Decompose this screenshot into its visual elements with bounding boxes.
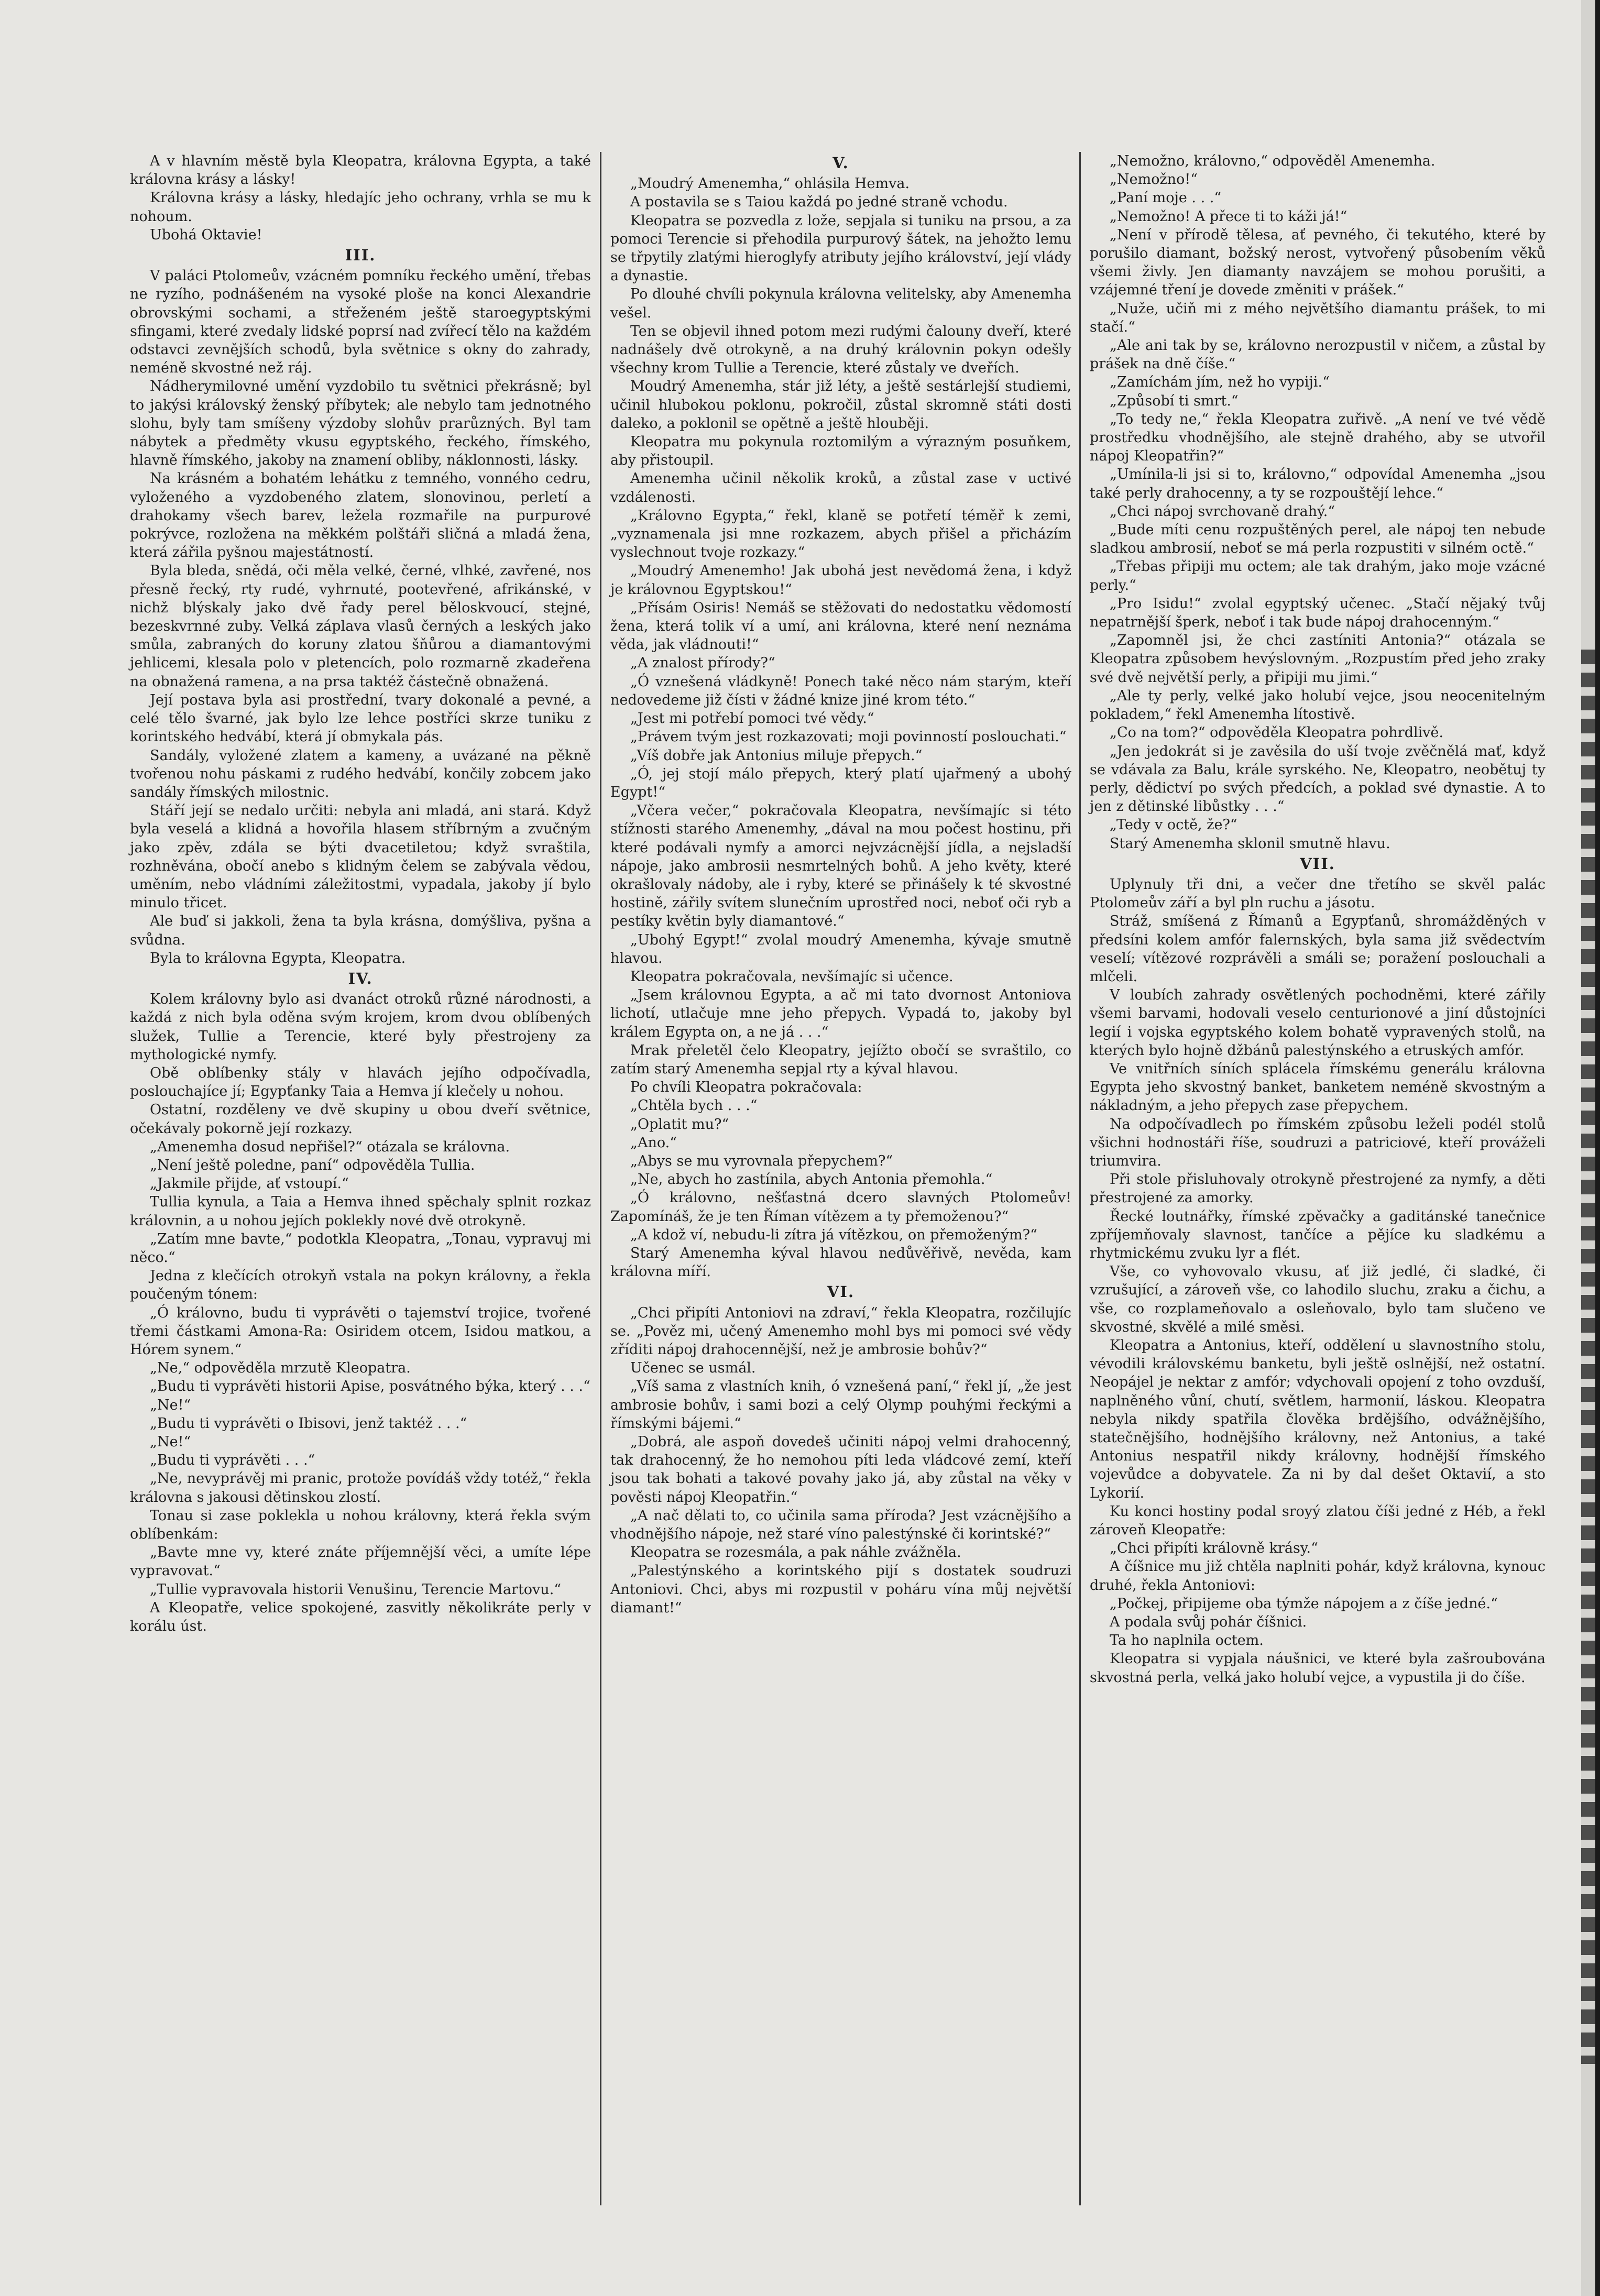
paragraph: „Zamíchám jím, než ho vypiji.“ — [1110, 374, 1330, 391]
paragraph: „Ubohý Egypt!“ zvolal moudrý Amenemha, kývaje smutně hlavou. — [610, 931, 1071, 966]
paragraph: Tonau si zase poklekla u nohou královny, která řekla svým oblíbenkám: — [130, 1507, 591, 1543]
paragraph: A postavila se s Taiou každá po jedné straně vchodu. — [630, 194, 1008, 211]
paragraph: „Abys se mu vyrovnala přepychem?“ — [630, 1152, 893, 1169]
paragraph: Její postava byla asi prostřední, tvary dokonalé a pevné, a celé tělo švarné, jak bylo lze lehce postříci skrze tuniku z korintského hedvábí, která jí obmykala pás. — [130, 691, 591, 745]
paragraph: A Kleopatře, velice spokojené, zasvitly několikráte perly v korálu úst. — [130, 1599, 591, 1635]
paragraph: „Ne, abych ho zastínila, abych Antonia přemohla.“ — [630, 1171, 993, 1188]
paragraph: Amenemha učinil několik kroků, a zůstal zase v uctivé vzdálenosti. — [610, 470, 1071, 506]
paragraph: „Nemožno!“ — [1110, 171, 1198, 188]
paragraph: Byla bleda, snědá, oči měla velké, černé, vlhké, zavřené, nos přesně řecký, rty rudé, vyhrnuté, pootevřené, afrikánské, v nichž blýskaly jako dvě řady perel běloskvoucí, stejné, bezeskvrnné zuby. Velká záplava vlasů černých a leských jako smůla, zabraných do koruny zlatou šňůrou a diamantovými jehlicemi, klesala polo v pletencích, polo rozmarně zkadeřena na obnažená ramena, a na prsa taktéž částečně obnažená. — [130, 563, 591, 690]
paragraph: „Nemožno, královno,“ odpověděl Amenemha. — [1110, 153, 1435, 169]
paragraph: „Ne!“ — [150, 1434, 191, 1451]
paragraph: „Paní moje . . .“ — [1110, 190, 1222, 206]
paragraph: Kleopatra si vypjala náušnici, ve které byla zašroubována skvostná perla, velká jako holubí vejce, a vypustila ji do číše. — [1090, 1651, 1546, 1686]
paragraph: Ku konci hostiny podal sroyý zlatou číši jedné z Héb, a řekl zároveň Kleopatře: — [1090, 1503, 1546, 1539]
paragraph: Starý Amenemha sklonil smutně hlavu. — [1110, 835, 1390, 852]
paragraph: Starý Amenemha kýval hlavou nedůvěřivě, nevěda, kam královna míří. — [610, 1245, 1071, 1280]
paragraph: Sandály, vyložené zlatem a kameny, a uvázané na pěkně tvořenou nohu páskami z rudého hedvábí, končily zobcem jako sandály římských milostnic. — [130, 747, 591, 800]
paragraph: Stráž, smíšená z Římanů a Egypťanů, shromážděných v předsíni kolem amfór falernských, byla sama již svědectvím veselí; vítězové rozprávěli a smáli se; poražení poslouchali a mlčeli. — [1090, 913, 1546, 985]
paragraph: „Co na tom?“ odpověděla Kleopatra pohrdlivě. — [1110, 724, 1444, 741]
column-2 — [610, 152, 1071, 1617]
paragraph: Ostatní, rozděleny ve dvě skupiny u obou dveří světnice, očekávaly pokorně její rozkazy. — [130, 1102, 591, 1137]
paragraph: Nádherymilovné umění vyzdobilo tu světnici překrásně; byl to jakýsi královský ženský příbytek; ale nebylo tam jednotného slohu, byly tam smíšeny výzdoby slohův prarůzných. Byl tam nábytek a předměty vkusu egyptského, řeckého, římského, hlavně římského, jakoby na znamení obliby, náklonnosti, lásky. — [130, 378, 591, 469]
paragraph: Učenec se usmál. — [630, 1360, 756, 1377]
paragraph: „Není ještě poledne, paní“ odpověděla Tullia. — [150, 1157, 475, 1173]
paragraph: A podala svůj pohár číšnici. — [1110, 1614, 1307, 1631]
paragraph: „Víš sama z vlastních knih, ó vznešená paní,“ řekl jí, „že jest ambrosie bohův, i sami bozi a celý Olymp pouhými řeckými a římskými bájemi.“ — [610, 1378, 1071, 1432]
paragraph: „Ó královno, nešťastná dcero slavných Ptolomeův! Zapomínáš, že je ten Říman vítězem a ty přemoženou?“ — [610, 1190, 1071, 1225]
paragraph: „Víš dobře jak Antonius miluje přepych.“ — [630, 747, 923, 764]
paragraph: „Třebas připiji mu octem; ale tak drahým, jako moje vzácné perly.“ — [1090, 558, 1546, 594]
paragraph: „Přísám Osiris! Nemáš se stěžovati do nedostatku vědomostí žena, která tolik ví a umí, ani královna, které není neznáma věda, jak vládnouti!“ — [610, 599, 1071, 653]
paragraph: „Jen jedokrát si je zavěsila do uší tvoje zvěčnělá mať, když se vdávala za Balu, krále syrského. Ne, Kleopatro, neobětuj ty perly, dědictví po svých předcích, a poklad své dynastie. A to jen z dětinské libůstky . . .“ — [1090, 743, 1546, 815]
chapter-heading: IV. — [348, 969, 373, 987]
paragraph: Po dlouhé chvíli pokynula královna velitelsky, aby Amenemha vešel. — [610, 286, 1071, 321]
paragraph: Ubohá Oktavie! — [150, 226, 262, 243]
paragraph: „Ne,“ odpověděla mrzutě Kleopatra. — [150, 1360, 411, 1377]
paragraph: Vše, co vyhovovalo vkusu, ať již jedlé, či sladké, či vzrušující, a zároveň vše, co lahodilo sluchu, zraku a čichu, a vše, co rozplameňovalo a osleňovalo, bylo tam slučeno ve skvostné, skvělé a milé směsi. — [1090, 1264, 1546, 1335]
paragraph: V loubích zahrady osvětlených pochodněmi, které zářily všemi barvami, hodovali veselo centurionové a jiní důstojníci legií i vojska egyptského kolem bohatě vypravených stolů, na kterých bylo hojně džbánů palestýnského a etruských amfór. — [1090, 987, 1546, 1059]
paragraph: V paláci Ptolomeův, vzácném pomníku řeckého umění, třebas ne ryzího, podnášeném na vysoké ploše na konci Alexandrie obrovskými sochami, a střeženém ještě staroegyptskými sfingami, které zvedaly lidské poprsí nad zvířecí tělo na každém odstavci zevnějších schodů, byla světnice s okny do zahrady, neméně skvostné než ráj. — [130, 268, 591, 377]
paragraph: A v hlavním městě byla Kleopatra, královna Egypta, a také královna krásy a lásky! — [130, 153, 591, 188]
page-gutter-shadow — [1595, 0, 1600, 2296]
paragraph: „Bude míti cenu rozpuštěných perel, ale nápoj ten nebude sladkou ambrosií, neboť se má perla rozpustiti v silném octě.“ — [1090, 522, 1546, 557]
paragraph: Uplynuly tři dni, a večer dne třetího se skvěl palác Ptolomeův září a byl pln ruchu a jásotu. — [1090, 876, 1546, 911]
paragraph: „Zatím mne bavte,“ podotkla Kleopatra, „Tonau, vypravuj mi něco.“ — [130, 1231, 591, 1266]
paragraph: „Chci připíti královně krásy.“ — [1110, 1540, 1318, 1557]
column-rule — [1079, 152, 1081, 2205]
paragraph: „A znalost přírody?“ — [630, 655, 775, 672]
paragraph: „Palestýnského a korintského pijí s dostatek soudruzi Antoniovi. Chci, abys mi rozpustil v poháru vína můj největší diamant!“ — [610, 1563, 1071, 1616]
paragraph: „Bavte mne vy, které znáte příjemnější věci, a umíte lépe vypravovat.“ — [130, 1544, 591, 1579]
paragraph: „Ano.“ — [630, 1134, 677, 1151]
paragraph: „Nuže, učiň mi z mého největšího diamantu prášek, to mi stačí.“ — [1090, 300, 1546, 335]
paragraph: Po chvíli Kleopatra pokračovala: — [630, 1079, 862, 1096]
paragraph: „Dobrá, ale aspoň dovedeš učiniti nápoj velmi drahocenný, tak drahocenný, že ho nemohou píti leda vládcové zemí, kteří jsou tak bohati a takové povahy jako já, aby zůstal na věky v pověsti nápoj Kleopatřin.“ — [610, 1434, 1071, 1506]
paragraph: „Počkej, připijeme oba týmže nápojem a z číše jedné.“ — [1110, 1595, 1498, 1612]
paragraph: Moudrý Amenemha, stár již léty, a ještě sestárlejší studiemi, učinil hlubokou poklonu, pokročil, zůstal skromně státi dosti daleko, a poklonil se opětně a ještě hlouběji. — [610, 378, 1071, 432]
paragraph: „Budu ti vyprávěti o Ibisovi, jenž taktéž . . .“ — [150, 1415, 467, 1432]
paragraph: „Pro Isidu!“ zvolal egyptský učenec. „Stačí nějaký tvůj nepatrnější šperk, neboť i tak bude nápoj drahocenným.“ — [1090, 595, 1546, 631]
paragraph: „Tullie vypravovala historii Venušinu, Terencie Martovu.“ — [150, 1581, 562, 1598]
paragraph: „Moudrý Amenemha,“ ohlásila Hemva. — [630, 175, 910, 192]
paragraph: „Zapomněl jsi, že chci zastíniti Antonia?“ otázala se Kleopatra způsobem hevýslovným. „Rozpustím před jeho zraky své dvě největší perly, a připiji mu jimi.“ — [1090, 632, 1546, 686]
paragraph: „Ó vznešená vládkyně! Ponech také něco nám starým, kteří nedovedeme již čísti v žádné knize jiné krom této.“ — [610, 673, 1071, 708]
paragraph: „Jest mi potřebí pomoci tvé vědy.“ — [630, 710, 874, 727]
paragraph: „Ale ani tak by se, královno nerozpustil v ničem, a zůstal by prášek na dně číše.“ — [1090, 337, 1546, 372]
paragraph: „A kdož ví, nebudu-li zítra já vítězkou, on přemoženým?“ — [630, 1226, 1037, 1243]
chapter-heading: VI. — [827, 1283, 855, 1301]
paragraph: Tullia kynula, a Taia a Hemva ihned spěchaly splnit rozkaz královnin, a u nohou jejích poklekly nové dvě otrokyně. — [130, 1194, 591, 1229]
paragraph: „Není v přírodě tělesa, ať pevného, či tekutého, které by porušilo diamant, božský nerost, vytvořený působením věků všemi živly. Jen diamanty navzájem se mohou porušiti, a vzájemné tření je dovede změniti v prášek.“ — [1090, 226, 1546, 299]
paragraph: Kleopatra se pozvedla z lože, sepjala si tuniku na prsou, a za pomoci Terencie si přehodila purpurový šátek, na jehožto lemu se třpytily zlatými hieroglyfy atributy jejího království, její vlády a dynastie. — [610, 212, 1071, 284]
paragraph: Byla to královna Egypta, Kleopatra. — [150, 950, 406, 966]
paragraph: „Ale ty perly, velké jako holubí vejce, jsou neocenitelným pokladem,“ řekl Amenemha lítostivě. — [1090, 687, 1546, 723]
paragraph: A číšnice mu již chtěla naplniti pohár, když královna, kynouc druhé, řekla Antoniovi: — [1090, 1558, 1546, 1594]
paragraph: „Jsem královnou Egypta, a ač mi tato dvornost Antoniova lichotí, utlačuje mne jeho přepych. Vypadá to, jakoby byl králem Egypta on, a ne já . . .“ — [610, 987, 1071, 1040]
paragraph: Kleopatra mu pokynula roztomilým a výrazným posuňkem, aby přistoupil. — [610, 434, 1071, 469]
paragraph: „Ne!“ — [150, 1397, 191, 1413]
paragraph: Na odpočívadlech po římském způsobu leželi podél stolů všichni hodnostáři říše, soudruzi a patriciové, kteří prováželi triumvira. — [1090, 1116, 1546, 1169]
paragraph: Při stole přisluhovaly otrokyně přestrojené za nymfy, a děti přestrojené za amorky. — [1090, 1171, 1546, 1206]
paragraph: „Královno Egypta,“ řekl, klaně se potřetí téměř k zemi, „vyznamenala jsi mne rozkazem, abych přišel a přicházím vyslechnout tvoje rozkazy.“ — [610, 507, 1071, 561]
paragraph: „Oplatit mu?“ — [630, 1116, 729, 1133]
paragraph: Řecké loutnářky, římské zpěvačky a gaditánské tanečnice zpříjemňovaly slavnost, tančíce a pějíce ku sladkému a rhytmickému zvuku lyr a flét. — [1090, 1208, 1546, 1261]
paragraph: „Chci nápoj svrchovaně drahý.“ — [1110, 503, 1335, 520]
paragraph: „Chtěla bych . . .“ — [630, 1097, 758, 1114]
paragraph: Jedna z klečících otrokyň vstala na pokyn královny, a řekla poučeným tónem: — [130, 1268, 591, 1303]
paragraph: „Budu ti vyprávěti . . .“ — [150, 1452, 315, 1469]
paragraph: Ve vnitřních síních splácela římskému generálu královna Egypta jeho skvostný banket, banketem neméně skvostným a nákladným, a jeho přepych zase přepychem. — [1090, 1060, 1546, 1114]
paragraph: „Budu ti vyprávěti historii Apise, posvátného býka, který . . .“ — [150, 1378, 590, 1395]
paragraph: Mrak přeletěl čelo Kleopatry, jejížto obočí se svraštilo, co zatím starý Amenemha sepjal rty a kýval hlavou. — [610, 1042, 1071, 1077]
paragraph: „Ne, nevyprávěj mi pranic, protože povídáš vždy totéž,“ řekla královna s jakousi dětinskou zlostí. — [130, 1470, 591, 1506]
paragraph: „Ó, jej stojí málo přepych, který platí ujařmený a ubohý Egypt!“ — [610, 765, 1071, 800]
paragraph: „Včera večer,“ pokračovala Kleopatra, nevšímajíc si této stížnosti starého Amenemhy, „dával na mou počest hostinu, při které podávali nymfy a amorci nejvzácnější jídla, a nejsladší nápoje, jako ambrosii nesmrtelných bohů. A jeho květy, které okrašlovaly nádoby, ale i ryby, které se přinášely k té skvostné hostině, zářily svítem slunečním uprostřed noci, neboť oči ryb a pestíky květin byly diamantové.“ — [610, 803, 1071, 930]
paragraph: Na krásném a bohatém lehátku z temného, vonného cedru, vyloženého a vyzdobeného zlatem, slonovinou, perletí a drahokamy všech barev, ležela rozmařile na purpurové pokrývce, rozložena na měkkém polštáři sličná a mladá žena, která zářila pyšnou majestátností. — [130, 470, 591, 561]
paragraph: Královna krásy a lásky, hledajíc jeho ochrany, vrhla se mu k nohoum. — [130, 190, 591, 225]
paragraph: Ale buď si jakkoli, žena ta byla krásna, domýšliva, pyšna a svůdna. — [130, 913, 591, 948]
paragraph: Obě oblíbenky stály v hlavách jejího odpočívadla, poslouchajíce jí; Egypťanky Taia a Hemva jí klečely u nohou. — [130, 1064, 591, 1100]
paragraph: Kleopatra pokračovala, nevšímajíc si učence. — [630, 968, 954, 985]
paragraph: „Tedy v octě, že?“ — [1110, 817, 1237, 833]
paragraph: „Moudrý Amenemho! Jak ubohá jest nevědomá žena, i když je královnou Egyptskou!“ — [610, 563, 1071, 598]
paragraph: „To tedy ne,“ řekla Kleopatra zuřivě. „A není ve tvé vědě prostředku vhodnějšího, ale stejně drahého, aby se utvořil nápoj Kleopatřin?“ — [1090, 411, 1546, 465]
paragraph: Stáří její se nedalo určiti: nebyla ani mladá, ani stará. Když byla veselá a klidná a hovořila hlasem stříbrným a zvučným jako zpěv, zdála se býti dvacetiletou; když svraštila, rozhněvána, obočí anebo s klidným čelem se zabývala vědou, uměním, nebo vládními záležitostmi, vypadala, jakoby jí bylo minulo třicet. — [130, 803, 591, 911]
paragraph: „Jakmile přijde, ať vstoupí.“ — [150, 1176, 349, 1192]
chapter-heading: V. — [832, 154, 849, 172]
paragraph: Kolem královny bylo asi dvanáct otroků různé národnosti, a každá z nich byla oděna svým krojem, krom dvou oblíbených služek, Tullie a Terencie, které byly přestrojeny za mythologické nymfy. — [130, 991, 591, 1063]
chapter-heading: III. — [345, 246, 376, 265]
paragraph: „Chci připíti Antoniovi na zdraví,“ řekla Kleopatra, rozčilujíc se. „Pověz mi, učený Amenemho mohl bys mi pomoci své vědy zříditi nápoj drahocennější, než je ambrosie bohův?“ — [610, 1304, 1071, 1358]
paragraph: „Umínila-li jsi si to, královno,“ odpovídal Amenemha „jsou také perly drahocenny, a ty se rozpouštějí lehce.“ — [1090, 466, 1546, 501]
paragraph: „Nemožno! A přece ti to káži já!“ — [1110, 208, 1347, 225]
column-rule — [600, 152, 601, 2205]
chapter-heading: VII. — [1300, 854, 1335, 873]
paragraph: „Způsobí ti smrt.“ — [1110, 392, 1239, 409]
paragraph: Ten se objevil ihned potom mezi rudými čalouny dveří, které nadnášely dvě otrokyně, a na druhý královnin pokyn odešly všechny krom Tullie a Terencie, které zůstaly ve dveřích. — [610, 323, 1071, 377]
paragraph: „Ó královno, budu ti vyprávěti o tajemství trojice, tvořené třemi částkami Amona-Ra: Osiridem otcem, Isidou matkou, a Hórem synem.“ — [130, 1304, 591, 1358]
paragraph: „Právem tvým jest rozkazovati; moji povinností poslouchati.“ — [630, 729, 1067, 745]
paragraph: „A nač dělati to, co učinila sama příroda? Jest vzácnějšího a vhodnějšího nápoje, než staré víno palestýnské či korintské?“ — [610, 1507, 1071, 1543]
paragraph: Ta ho naplnila octem. — [1110, 1632, 1264, 1649]
paragraph: Kleopatra se rozesmála, a pak náhle zvážněla. — [630, 1544, 961, 1561]
column-1 — [130, 152, 591, 1635]
paragraph: Kleopatra a Antonius, kteří, oddělení u slavnostního stolu, vévodili královskému banketu, byli ještě oslnější, než ostatní. Neopájel je nektar z amfór; vdychovali opojení z toho ovzduší, naplněného vůní, chutí, světlem, harmonií, láskou. Kleopatra nebyla nikdy spatřila člověka brdějšího, odvážnějšího, statečnějšího, hodnějšího královny, než Antonius, a také Antonius nespatřil nikdy královny, hodnější římského vojevůdce a dobyvatele. Za ni by dal dešet Oktavií, a sto Lykorií. — [1090, 1337, 1546, 1501]
column-3 — [1090, 152, 1546, 1687]
paragraph: „Amenemha dosud nepřišel?“ otázala se královna. — [150, 1138, 510, 1155]
